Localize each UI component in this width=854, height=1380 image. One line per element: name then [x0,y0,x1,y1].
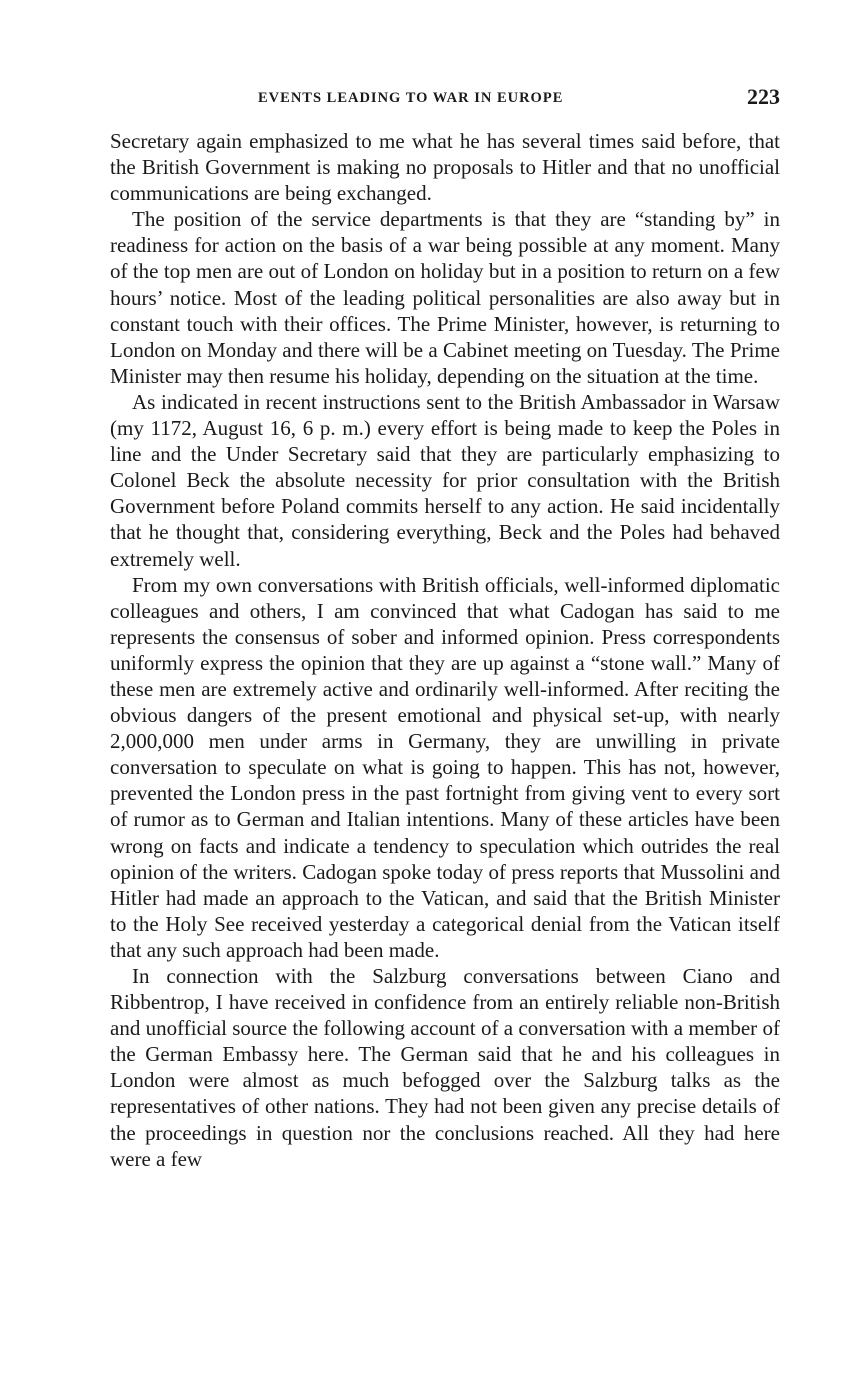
body-text [110,128,780,1172]
paragraph-salzburg-conversations: In connection with the Salzburg conversations between Ciano and Ribbentrop, I have received in confidence from an entirely reliable non-British and unofficial source the following account of a conversation with a member of the German Embassy here. The German said that he and his colleagues in London were almost as much befogged over the Salzburg talks as the representatives of other nations. They had not been given any precise details of the proceedings in question nor the conclusions reached. All they had here were a few [110,964,780,1171]
paragraph-continued: Secretary again emphasized to me what he has several times said before, that the British Government is making no proposals to Hitler and that no unofficial communications are being exchanged. [110,129,780,206]
paragraph-press-opinion: From my own conversations with British officials, well-informed diplomatic colleagues and others, I am convinced that what Cadogan has said to me represents the consensus of sober and informed opinion. Press correspondents uniformly express the opinion that they are up against a “stone wall.” Many of these men are extremely active and ordinarily well-informed. After reciting the obvious dangers of the present emotional and physical set-up, with nearly 2,000,000 men under arms in Germany, they are unwilling in private conversation to speculate on what is going to happen. This has not, however, prevented the London press in the past fortnight from giving vent to every sort of rumor as to German and Italian intentions. Many of these articles have been wrong on facts and indicate a tendency to speculation which outrides the real opinion of the writers. Cadogan spoke today of press reports that Mussolini and Hitler had made an approach to the Vatican, and said that the British Minister to the Holy See received yesterday a categorical denial from the Vatican itself that any such approach had been made. [110,572,780,962]
document-page [110,82,780,1172]
paragraph-service-departments: The position of the service departments is that they are “standing by” in readiness for action on the basis of a war being possible at any moment. Many of the top men are out of London on holiday but in a position to return on a few hours’ notice. Most of the leading political personalities are also away but in constant touch with their offices. The Prime Minister, however, is returning to London on Monday and there will be a Cabinet meeting on Tuesday. The Prime Minister may then resume his holiday, depending on the situation at the time. [110,207,780,388]
running-title: EVENTS LEADING TO WAR IN EUROPE [258,90,564,106]
paragraph-warsaw-instructions: As indicated in recent instructions sent to the British Ambassador in Warsaw (my 1172, August 16, 6 p. m.) every effort is being made to keep the Poles in line and the Under Secretary said that they are particularly emphasizing to Colonel Beck the absolute necessity for prior consultation with the British Government before Poland commits herself to any action. He said incidentally that he thought that, considering everything, Beck and the Poles had behaved extremely well. [110,389,780,571]
running-header [110,82,780,114]
page-number: 223 [747,84,780,109]
